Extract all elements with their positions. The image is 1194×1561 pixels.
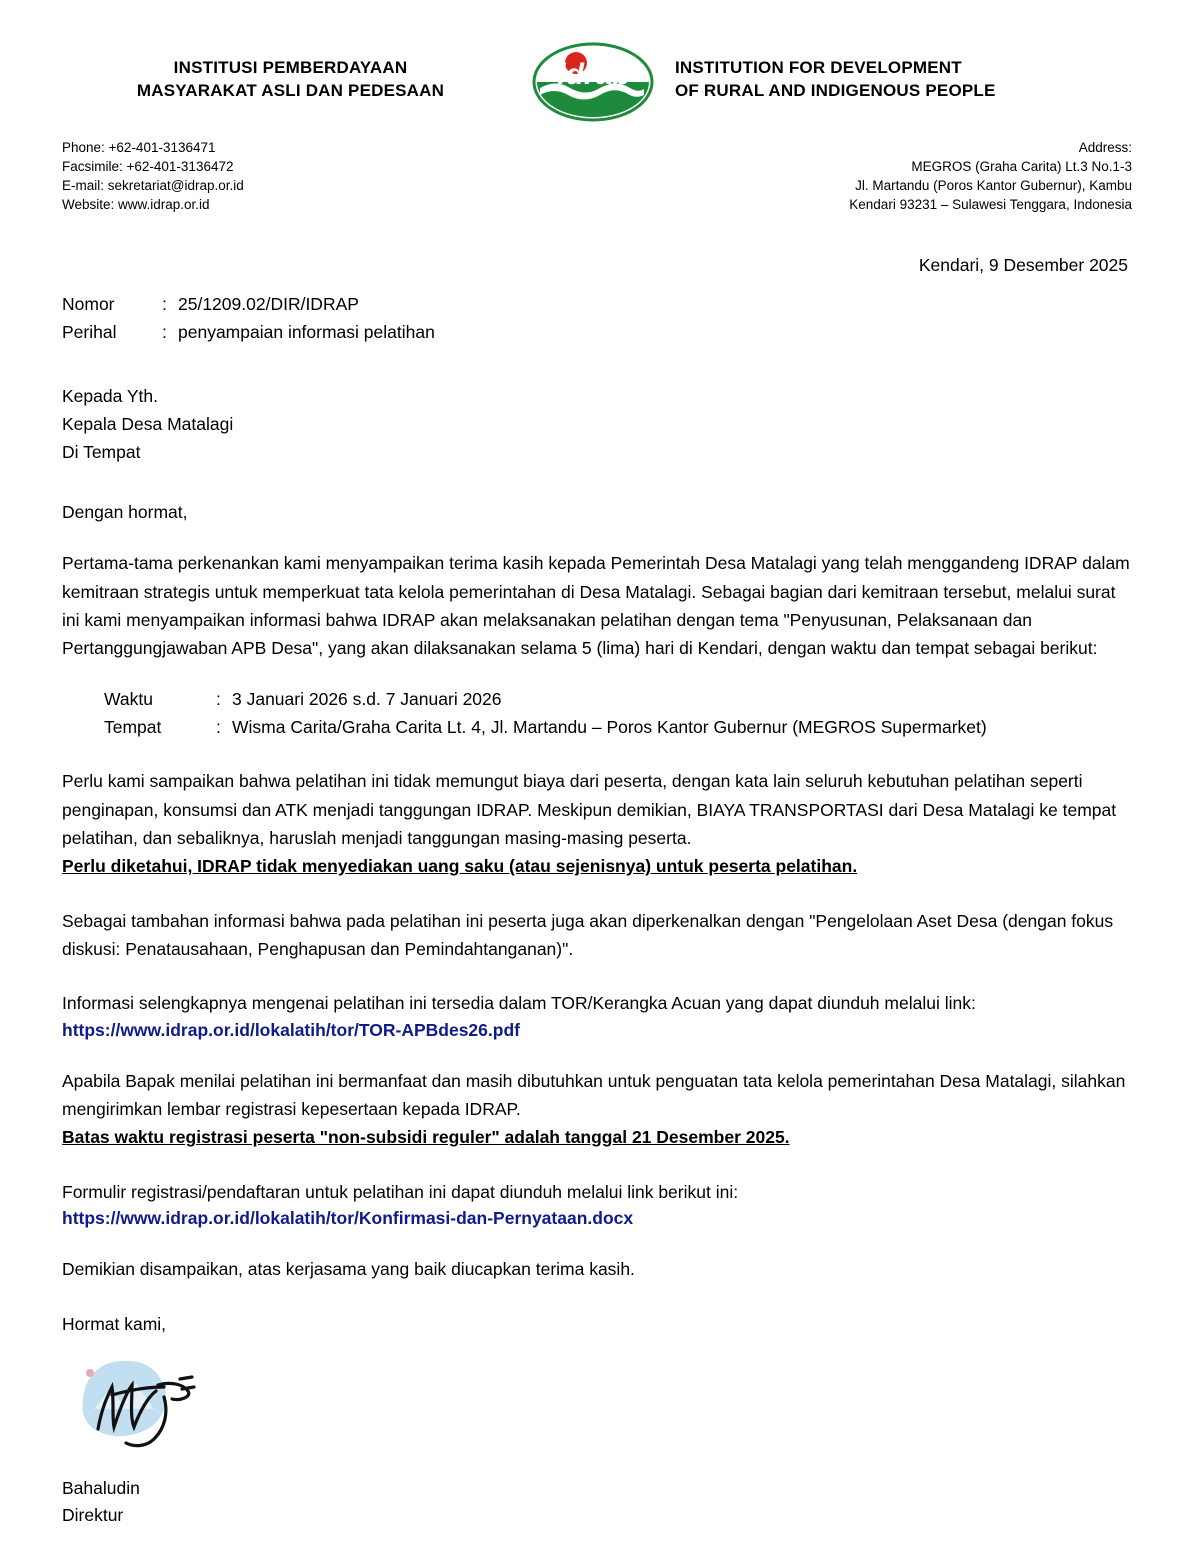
addressee-block: [62, 382, 1132, 466]
org-name-english-line2: OF RURAL AND INDIGENOUS PEOPLE: [675, 81, 996, 100]
addressee-line2: Kepala Desa Matalagi: [62, 414, 234, 435]
event-place-label: Tempat: [104, 717, 162, 738]
facsimile-text: Facsimile: +62-401-3136472: [62, 159, 234, 175]
registration-form-link[interactable]: https://www.idrap.or.id/lokalatih/tor/Konfirmasi-dan-Pernyataan.docx: [62, 1208, 634, 1229]
signer-block: [62, 1475, 1132, 1529]
letter-subject-row: [62, 318, 1132, 346]
signer-name: Bahaludin: [62, 1477, 140, 1498]
letter-number-value: 25/1209.02/DIR/IDRAP: [178, 293, 359, 314]
paragraph-registration-deadline: Batas waktu registrasi peserta "non-subsidi reguler" adalah tanggal 21 Desember 2025.: [62, 1127, 790, 1148]
event-time-value: 3 Januari 2026 s.d. 7 Januari 2026: [232, 688, 502, 709]
letter-subject-colon: :: [162, 321, 167, 342]
org-name-english: [657, 57, 1132, 103]
address-line2: Jl. Martandu (Poros Kantor Gubernur), Kambu: [855, 178, 1132, 194]
paragraph-costs-emphasis: Perlu diketahui, IDRAP tidak menyediakan uang saku (atau sejenisnya) untuk peserta pelatihan.: [62, 856, 858, 877]
letter-number-label: Nomor: [62, 293, 115, 314]
paragraph-closing-statement: Demikian disampaikan, atas kerjasama yang baik diucapkan terima kasih.: [62, 1259, 635, 1280]
addressee-line3: Di Tempat: [62, 442, 141, 463]
address-details: [849, 138, 1132, 215]
event-time-colon: :: [216, 688, 221, 709]
event-place-colon: :: [216, 717, 221, 738]
letter-date: Kendari, 9 Desember 2025: [918, 254, 1128, 275]
website-text: Website: www.idrap.or.id: [62, 197, 210, 213]
event-time-label: Waktu: [104, 688, 153, 709]
addressee-line1: Kepada Yth.: [62, 386, 159, 407]
svg-text:idrap: idrap: [557, 58, 631, 91]
paragraph-registration: Apabila Bapak menilai pelatihan ini bermanfaat dan masih dibutuhkan untuk penguatan tata kelola pemerintahan Desa Matalagi, silahkan mengirimkan lembar registrasi kepesertaan kepada IDRAP.: [62, 1070, 1126, 1120]
signer-title: Direktur: [62, 1504, 124, 1525]
paragraph-form-info: Formulir registrasi/pendaftaran untuk pelatihan ini dapat diunduh melalui link berikut ini:: [62, 1181, 739, 1202]
org-name-indonesian-line2: MASYARAKAT ASLI DAN PEDESAAN: [136, 81, 445, 100]
logo-container: [529, 38, 657, 122]
event-time-row: [104, 685, 1132, 713]
tor-download-link[interactable]: https://www.idrap.or.id/lokalatih/tor/TOR-APBdes26.pdf: [62, 1019, 520, 1040]
paragraph-costs: Perlu kami sampaikan bahwa pelatihan ini tidak memungut biaya dari peserta, dengan kata lain seluruh kebutuhan pelatihan seperti penginapan, konsumsi dan ATK menjadi tanggungan IDRAP. Meskipun demikian, BIAYA TRANSPORTASI dari Desa Matalagi ke tempat pelatihan, dan sebaliknya, haruslah menjadi tanggungan masing-masing peserta.: [62, 771, 1117, 849]
address-line1: MEGROS (Graha Carita) Lt.3 No.1-3: [911, 159, 1132, 175]
salutation: Dengan hormat,: [62, 502, 188, 523]
idrap-logo-icon: [532, 38, 654, 122]
email-text: E-mail: sekretariat@idrap.or.id: [62, 178, 244, 194]
letter-subject-value: penyampaian informasi pelatihan: [178, 321, 435, 342]
contact-block: [62, 138, 1132, 215]
paragraph-tor-info: Informasi selengkapnya mengenai pelatihan ini tersedia dalam TOR/Kerangka Acuan yang dapat diunduh melalui link:: [62, 993, 976, 1014]
letter-meta: [62, 290, 1132, 347]
contact-details: [62, 138, 244, 215]
event-place-row: [104, 713, 1132, 741]
paragraph-intro: Pertama-tama perkenankan kami menyampaikan terima kasih kepada Pemerintah Desa Matalagi yang telah menggandeng IDRAP dalam kemitraan strategis untuk memperkuat tata kelola pemerintahan di Desa Matalagi. Sebagai bagian dari kemitraan tersebut, melalui surat ini kami menyampaikan informasi bahwa IDRAP akan melaksanakan pelatihan dengan tema "Penyusunan, Pelaksanaan dan Pertanggungjawaban APB Desa", yang akan dilaksanakan selama 5 (lima) hari di Kendari, dengan waktu dan tempat sebagai berikut:: [62, 553, 1130, 659]
address-label: Address:: [1078, 140, 1132, 155]
address-line3: Kendari 93231 – Sulawesi Tenggara, Indonesia: [849, 197, 1132, 213]
letter-number-row: [62, 290, 1132, 318]
event-details: [104, 685, 1132, 742]
event-place-value: Wisma Carita/Graha Carita Lt. 4, Jl. Martandu – Poros Kantor Gubernur (MEGROS Supermarket): [232, 717, 987, 738]
phone-text: Phone: +62-401-3136471: [62, 140, 216, 155]
letter-number-colon: :: [162, 293, 167, 314]
paragraph-additional-info: Sebagai tambahan informasi bahwa pada pelatihan ini peserta juga akan diperkenalkan dengan "Pengelolaan Aset Desa (dengan fokus diskusi: Penatausahaan, Penghapusan dan Pemindahtanganan)".: [62, 910, 1114, 960]
letterhead: [62, 30, 1132, 122]
signature-stamp-icon: [68, 1351, 196, 1463]
letter-subject-label: Perihal: [62, 321, 117, 342]
signature-area: [62, 1349, 1132, 1475]
org-name-indonesian-line1: INSTITUSI PEMBERDAYAAN: [173, 58, 408, 78]
closing-phrase: Hormat kami,: [62, 1313, 167, 1334]
org-name-english-line1: INSTITUTION FOR DEVELOPMENT: [675, 58, 962, 78]
org-name-indonesian: [62, 57, 529, 103]
